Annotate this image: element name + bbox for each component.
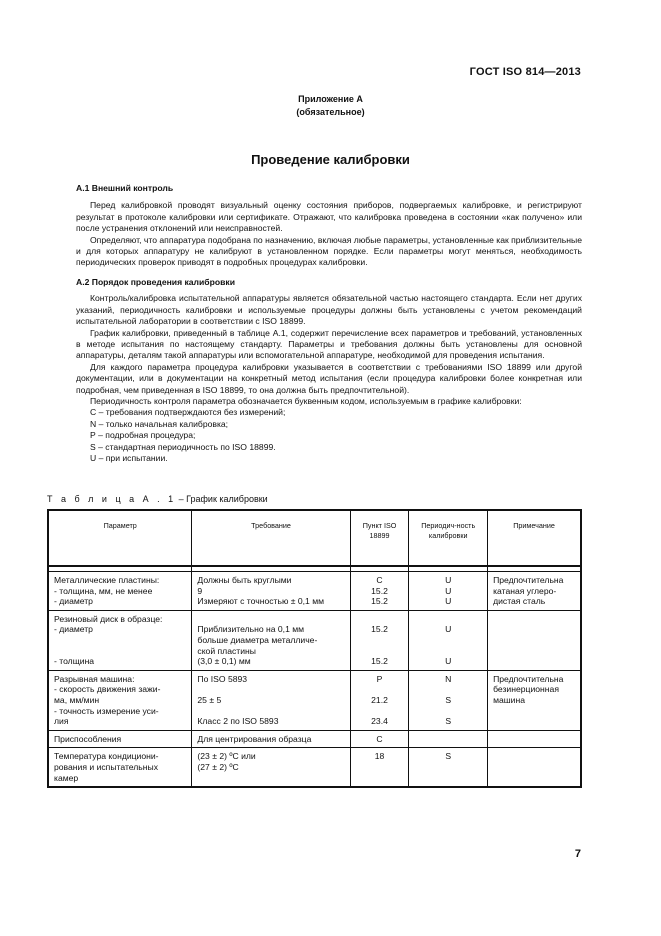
cell-note bbox=[488, 748, 581, 787]
cell-clause bbox=[350, 670, 409, 730]
cell-note bbox=[488, 670, 581, 730]
cell-line: 15.2 bbox=[371, 656, 388, 667]
cell-parameter bbox=[48, 730, 192, 748]
cell-line: 15.2 bbox=[371, 585, 388, 596]
cell-line bbox=[356, 646, 404, 657]
cell-line: U bbox=[445, 624, 452, 635]
cell-line bbox=[414, 635, 482, 646]
cell-line: Приблизительно на 0,1 мм bbox=[197, 624, 305, 635]
cell-line: Должны быть круглыми bbox=[197, 575, 292, 585]
cell-note bbox=[488, 730, 581, 748]
cell-line bbox=[493, 734, 575, 745]
cell-periodicity bbox=[409, 610, 488, 670]
table-row bbox=[48, 572, 581, 611]
cell-line: рования и испытательных bbox=[54, 761, 158, 772]
cell-line: безинерционная bbox=[493, 684, 559, 695]
code-item: N – только начальная калибровка; bbox=[90, 418, 229, 429]
cell-line: U bbox=[445, 585, 452, 596]
cell-line: Для центрирования образца bbox=[197, 733, 312, 744]
cell-line: - толщина, мм, не менее bbox=[54, 585, 153, 596]
section-a1-heading: А.1 Внешний контроль bbox=[76, 183, 174, 193]
cell-line: Температура кондициони- bbox=[54, 751, 159, 762]
header-periodicity: Периодич-ность калибровки bbox=[409, 510, 488, 566]
cell-line: U bbox=[445, 656, 452, 667]
cell-line: машина bbox=[493, 694, 525, 705]
cell-line: дистая сталь bbox=[493, 596, 546, 607]
cell-line: ской пластины bbox=[197, 645, 256, 656]
cell-line: Предпочтительна bbox=[493, 575, 564, 585]
section-a2-paragraph-2: График калибровки, приведенный в таблице А.1, содержит перечисление всех параметров и требований, установленных в методе испытания по настоящему стандарту. Параметры и требования должны быть установлены для основной аппаратуры, деталям такой аппаратуры или вспомогательной аппаратуре, необходимой для проведения испытания. bbox=[76, 327, 582, 361]
cell-line: Металлические пластины: bbox=[54, 575, 160, 585]
cell-line bbox=[356, 635, 404, 646]
cell-clause bbox=[350, 572, 409, 611]
cell-line bbox=[356, 684, 404, 695]
section-a1-paragraph-2: Определяют, что аппаратура подобрана по назначению, включая любые параметры, установленные как приблизительные и для которых аппаратуру не калибруют в установленном порядке. Если параметры могут меняться, необходимость периодических проверок приводят в подробных процедурах калибровки. bbox=[76, 234, 582, 268]
cell-parameter bbox=[48, 670, 192, 730]
cell-line: больше диаметра металличе- bbox=[197, 634, 318, 645]
annex-title: Приложение А bbox=[298, 94, 363, 104]
cell-line: (23 ± 2) ºC или bbox=[197, 751, 256, 762]
cell-line: 15.2 bbox=[371, 596, 388, 607]
cell-line: 21.2 bbox=[371, 694, 388, 705]
standard-designation: ГОСТ ISO 814—2013 bbox=[469, 66, 581, 78]
code-item: S – стандартная периодичность по ISO 18899. bbox=[90, 441, 276, 452]
table-caption-number: Т а б л и ц а А . 1 bbox=[47, 494, 177, 504]
section-a2-paragraph-3: Для каждого параметра процедура калибровки указывается в соответствии с требованиями ISO 18899 или другой документации, или в документации на конкретный метод испытания (если процедура калибровки более конкретная или подробная, чем приведенная в ISO 18899, то она должна быть предпочтительной). bbox=[76, 361, 582, 395]
cell-periodicity bbox=[409, 670, 488, 730]
annex-status: (обязательное) bbox=[296, 107, 365, 117]
code-list bbox=[76, 407, 582, 464]
cell-line: N bbox=[445, 673, 452, 684]
section-a2-paragraph-1: Контроль/калибровка испытательной аппаратуры является обязательной частью настоящего стандарта. Если нет других указаний, периодичность калибровки и используемые процедуры должны быть установлены с учетом рекомендаций испытательной лаборатории в соответствии с ISO 18899. bbox=[76, 293, 582, 327]
cell-line: 25 ± 5 bbox=[197, 694, 222, 705]
cell-line bbox=[197, 614, 344, 625]
cell-line: С bbox=[376, 733, 383, 744]
cell-periodicity bbox=[409, 748, 488, 787]
page-number: 7 bbox=[574, 848, 581, 860]
table-body bbox=[48, 566, 581, 787]
code-item: Р – подробная процедура; bbox=[90, 430, 196, 441]
cell-line bbox=[197, 684, 344, 695]
cell-line bbox=[493, 751, 575, 762]
table-row bbox=[48, 730, 581, 748]
cell-line: лия bbox=[54, 716, 69, 727]
cell-line: 23.4 bbox=[371, 716, 388, 727]
cell-line bbox=[414, 706, 482, 717]
cell-line: (3,0 ± 0,1) мм bbox=[197, 656, 251, 667]
cell-line: катаная углеро- bbox=[493, 585, 557, 596]
cell-line: S bbox=[445, 694, 452, 705]
table-row bbox=[48, 748, 581, 787]
table-caption bbox=[47, 494, 268, 504]
cell-note bbox=[488, 572, 581, 611]
cell-line bbox=[414, 614, 482, 625]
cell-periodicity bbox=[409, 730, 488, 748]
cell-clause bbox=[350, 610, 409, 670]
annex-heading bbox=[0, 93, 661, 119]
header-parameter: Параметр bbox=[48, 510, 192, 566]
section-a1-paragraph-1: Перед калибровкой проводят визуальный оценку состояния приборов, подвергаемых калибровке, и регистрируют результат в протоколе калибровки или сертификате. Отражают, что калибровка проведена в состоянии «как получено» или после устранения отклонений или неисправностей. bbox=[76, 200, 582, 234]
table-row bbox=[48, 610, 581, 670]
cell-line bbox=[414, 646, 482, 657]
cell-line: 18 bbox=[374, 751, 385, 762]
cell-line bbox=[54, 646, 186, 657]
page-title: Проведение калибровки bbox=[251, 152, 410, 167]
calibration-table bbox=[47, 509, 582, 788]
cell-line bbox=[54, 635, 186, 646]
cell-line: Измеряют с точностью ± 0,1 мм bbox=[197, 596, 325, 607]
cell-requirement bbox=[192, 748, 350, 787]
code-item: U – при испытании. bbox=[90, 453, 168, 464]
header-note: Примечание bbox=[488, 510, 581, 566]
cell-line: 15.2 bbox=[371, 624, 388, 635]
cell-line: Разрывная машина: bbox=[54, 673, 135, 684]
code-item: С – требования подтверждаются без измерений; bbox=[90, 407, 286, 418]
cell-line: - скорость движения зажи- bbox=[54, 684, 161, 695]
cell-line: - толщина bbox=[54, 656, 95, 667]
header-requirement: Требование bbox=[192, 510, 350, 566]
section-a2 bbox=[76, 277, 582, 465]
cell-line: S bbox=[445, 716, 452, 727]
header-clause: Пункт ISO 18899 bbox=[350, 510, 409, 566]
section-a2-heading: А.2 Порядок проведения калибровки bbox=[76, 277, 235, 287]
cell-requirement bbox=[192, 730, 350, 748]
cell-line: - диаметр bbox=[54, 624, 93, 635]
cell-line: U bbox=[445, 575, 452, 585]
table-row bbox=[48, 670, 581, 730]
cell-line bbox=[197, 706, 344, 717]
cell-clause bbox=[350, 730, 409, 748]
table-caption-title: – График калибровки bbox=[176, 494, 268, 504]
cell-line: Р bbox=[376, 673, 383, 684]
section-a1 bbox=[76, 183, 582, 269]
cell-line: По ISO 5893 bbox=[197, 673, 248, 684]
cell-requirement bbox=[192, 670, 350, 730]
cell-line: S bbox=[445, 751, 452, 762]
cell-periodicity bbox=[409, 572, 488, 611]
cell-line bbox=[493, 614, 575, 625]
cell-parameter bbox=[48, 572, 192, 611]
cell-line: - диаметр bbox=[54, 596, 93, 607]
cell-line: камер bbox=[54, 772, 79, 783]
cell-line: Класс 2 по ISO 5893 bbox=[197, 716, 279, 727]
cell-requirement bbox=[192, 572, 350, 611]
cell-parameter bbox=[48, 748, 192, 787]
cell-line: Приспособления bbox=[54, 733, 122, 744]
cell-line: С bbox=[376, 575, 383, 585]
cell-line bbox=[414, 684, 482, 695]
table-header-row bbox=[48, 510, 581, 566]
cell-line: - точность измерение уси- bbox=[54, 705, 159, 716]
cell-clause bbox=[350, 748, 409, 787]
cell-line: U bbox=[445, 596, 452, 607]
cell-line: ма, мм/мин bbox=[54, 694, 100, 705]
cell-line bbox=[356, 706, 404, 717]
cell-note bbox=[488, 610, 581, 670]
cell-line: (27 ± 2) ºC bbox=[197, 761, 239, 772]
cell-parameter bbox=[48, 610, 192, 670]
cell-line bbox=[414, 734, 482, 745]
cell-requirement bbox=[192, 610, 350, 670]
cell-line bbox=[356, 614, 404, 625]
cell-line: Предпочтительна bbox=[493, 673, 564, 684]
cell-line: 9 bbox=[197, 585, 203, 596]
section-a2-paragraph-4: Периодичность контроля параметра обозначается буквенным кодом, используемым в графике калибровки: bbox=[90, 396, 522, 407]
cell-line: Резиновый диск в образце: bbox=[54, 613, 163, 624]
